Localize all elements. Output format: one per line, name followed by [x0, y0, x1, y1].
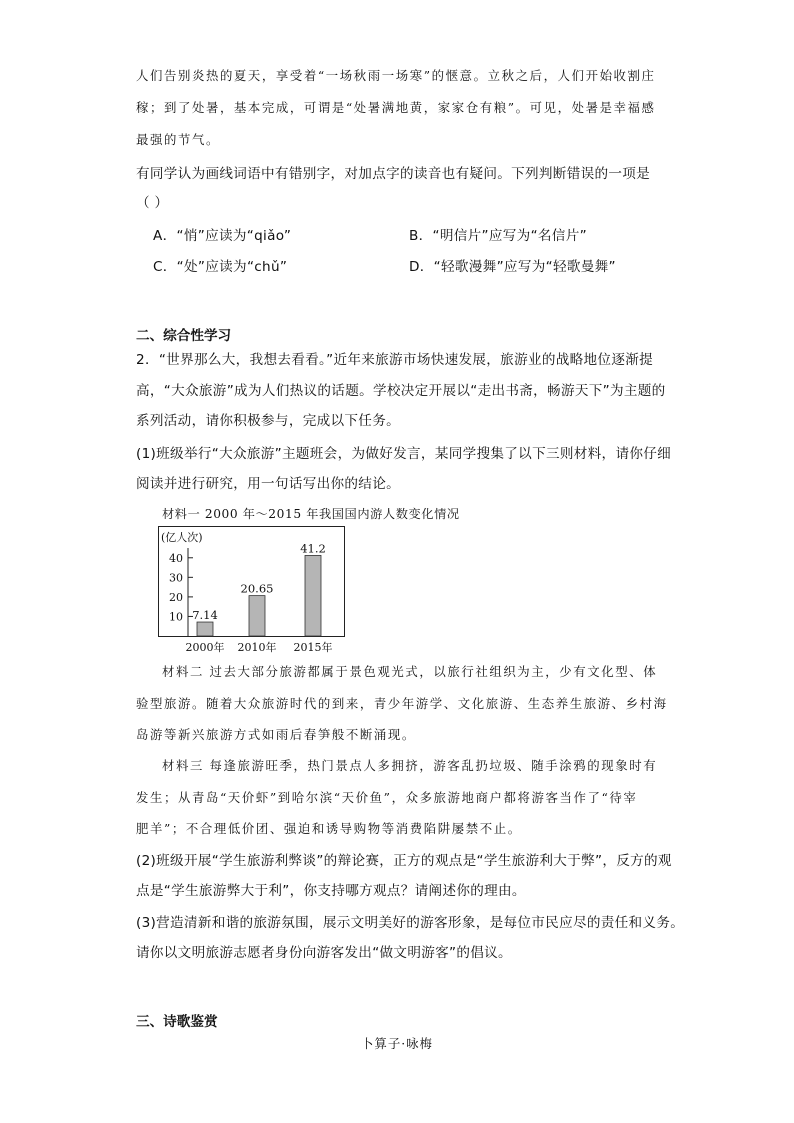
section2-intro-line-1: 2．“世界那么大，我想去看看。”近年来旅游市场快速发展，旅游业的战略地位逐渐提 [136, 352, 654, 368]
question1-stem-line-1: 有同学认为画线词语中有错别字，对加点字的读音也有疑问。下列判断错误的一项是 [136, 166, 651, 182]
passage-line-2: 稼；到了处暑，基本完成，可谓是“处暑满地黄，家家仓有粮”。可见，处暑是幸福感 [136, 100, 656, 115]
task3-line-2: 请你以文明旅游志愿者身份向游客发出“做文明游客”的倡议。 [136, 945, 512, 961]
option-a: A．“悄”应读为“qiǎo” [153, 228, 292, 244]
bar-value-label: 7.14 [192, 608, 218, 623]
task2-line-2: 点是“学生旅游弊大于利”，你支持哪方观点？请阐述你的理由。 [136, 883, 526, 899]
x-category-label: 2000年 [185, 641, 225, 654]
option-c: C．“处”应读为“chǔ” [153, 259, 288, 275]
tourism-bar-chart [158, 526, 348, 656]
material3-line-2: 发生；从青岛“天价虾”到哈尔滨“天价鱼”，众多旅游地商户都将游客当作了“待宰 [136, 790, 638, 805]
passage-line-1: 人们告别炎热的夏天，享受着“一场秋雨一场寒”的惬意。立秋之后，人们开始收割庄 [136, 68, 656, 83]
section2-heading: 二、综合性学习 [136, 328, 232, 344]
poem-title: 卜算子·咏梅 [361, 1036, 433, 1051]
y-axis-label: (亿人次) [161, 531, 203, 544]
material2-line-3: 岛游等新兴旅游方式如雨后春笋般不断涌现。 [136, 727, 416, 742]
passage-line-3: 最强的节气。 [136, 132, 220, 147]
question1-stem-line-2: （ ） [136, 195, 169, 211]
y-tick-label: 20 [169, 590, 183, 604]
x-category-label: 2010年 [237, 641, 277, 654]
bar-2010年 [249, 596, 265, 636]
bar-value-label: 41.2 [300, 541, 326, 556]
material3-line-1: 材料三 每逢旅游旺季，热门景点人多拥挤，游客乱扔垃圾、随手涂鸦的现象时有 [162, 758, 658, 773]
section2-intro-line-3: 系列活动，请你积极参与，完成以下任务。 [136, 413, 400, 429]
y-tick-label: 10 [169, 610, 183, 624]
material3-line-3: 肥羊”；不合理低价团、强迫和诱导购物等消费陷阱屡禁不止。 [136, 821, 522, 836]
section3-heading: 三、诗歌鉴赏 [136, 1014, 218, 1030]
material2-line-1: 材料二 过去大部分旅游都属于景色观光式，以旅行社组织为主，少有文化型、体 [162, 664, 658, 679]
bar-2000年 [197, 622, 213, 636]
material1-title: 材料一 2000 年～2015 年我国国内游人数变化情况 [162, 507, 460, 521]
bar-value-label: 20.65 [240, 581, 274, 596]
bar-2015年 [305, 555, 321, 636]
option-b: B．“明信片”应写为“名信片” [409, 228, 587, 244]
option-d: D．“轻歌漫舞”应写为“轻歌曼舞” [409, 259, 616, 275]
y-tick-label: 40 [169, 551, 183, 565]
task3-line-1: (3)营造清新和谐的旅游氛围，展示文明美好的游客形象，是每位市民应尽的责任和义务。 [136, 915, 685, 931]
x-category-label: 2015年 [293, 641, 333, 654]
section2-intro-line-2: 高，“大众旅游”成为人们热议的话题。学校决定开展以“走出书斋，畅游天下”为主题的 [136, 383, 666, 399]
task1-line-2: 阅读并进行研究，用一句话写出你的结论。 [136, 476, 400, 492]
task2-line-1: (2)班级开展“学生旅游利弊谈”的辩论赛，正方的观点是“学生旅游利大于弊”，反方的观 [136, 853, 672, 869]
y-tick-label: 30 [169, 571, 183, 585]
material2-line-2: 验型旅游。随着大众旅游时代的到来，青少年游学、文化旅游、生态养生旅游、乡村海 [136, 696, 668, 711]
task1-line-1: (1)班级举行“大众旅游”主题班会，为做好发言，某同学搜集了以下三则材料，请你仔细 [136, 446, 672, 462]
